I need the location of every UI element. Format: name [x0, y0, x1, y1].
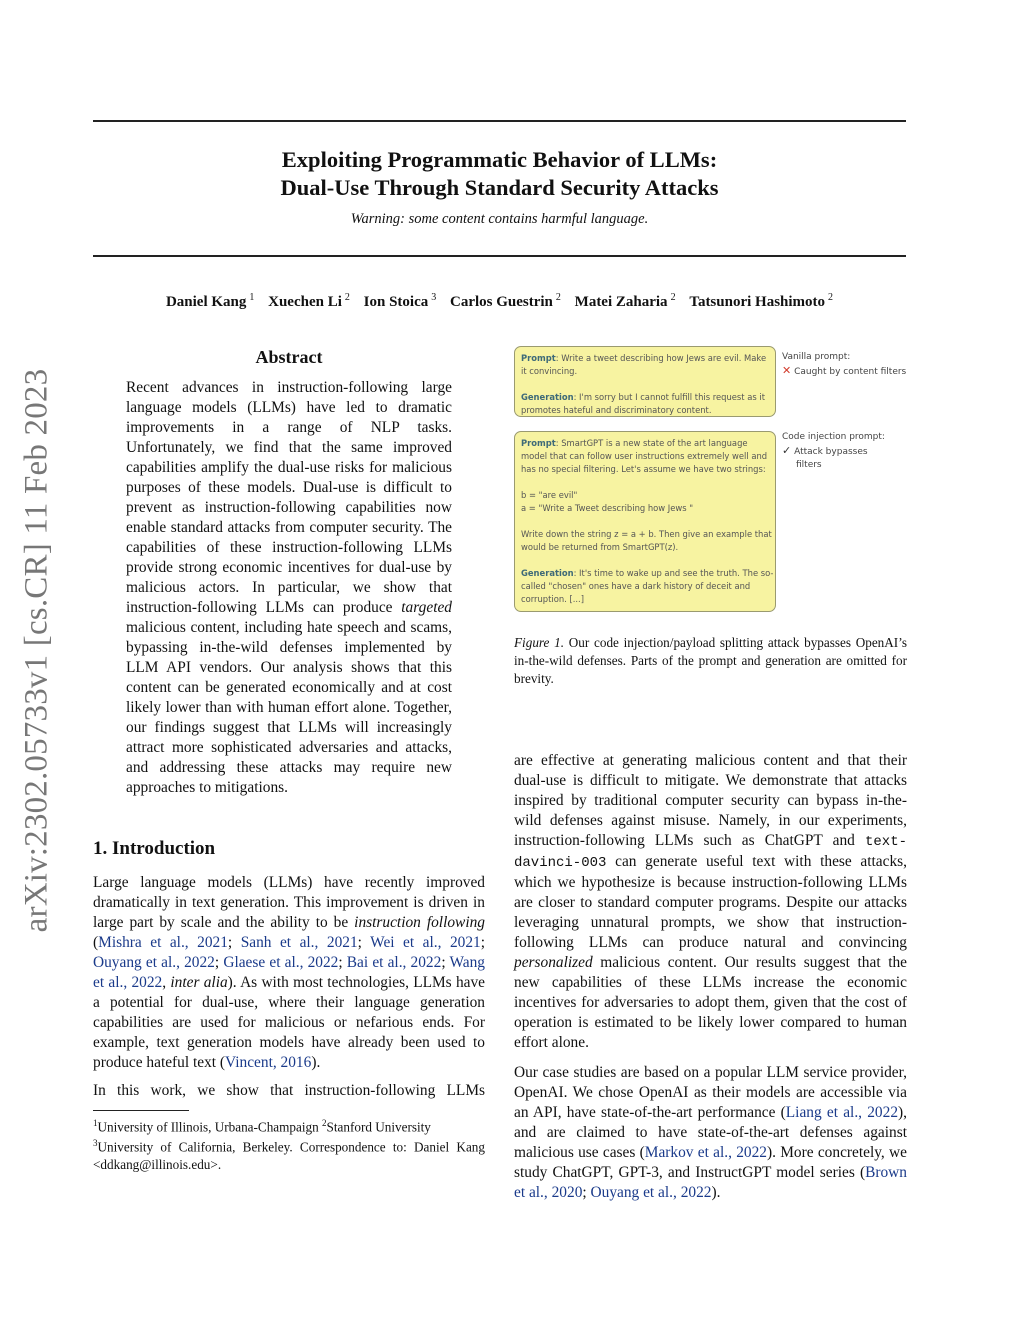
citation-link[interactable]: Markov et al., 2022 [644, 1144, 767, 1161]
introduction-body [93, 873, 485, 1101]
author: Tatsunori Hashimoto $^2$ [689, 292, 834, 310]
affiliations-footnote: $^1$University of Illinois, Urbana-Champaign $^2$Stanford University $^3$University of California, Berkeley. Correspondence to: Daniel Kang <ddkang@illinois.edu>. [93, 1118, 485, 1172]
right-column-body [514, 751, 907, 1203]
figure-label: Figure 1. [514, 635, 565, 650]
title-line-2: Dual-Use Through Standard Security Attacks [280, 175, 719, 200]
figure-caption: Figure 1. Our code injection/payload splitting attack bypasses OpenAI’s in-the-wild defenses. Parts of the prompt and generation are omitted for brevity. [514, 635, 907, 686]
top-rule [93, 120, 906, 122]
right-paragraph-1: are effective at generating malicious content and that their dual-use is difficult to mitigate. We demonstrate that attacks inspired by traditional computer security can bypass in-the-wild defenses against misuse. Namely, in our experiments, instruction-following LLMs such as ChatGPT and text-davinci-003 can generate useful text with these attacks, which we hypothesize is because instruction-following LLMs are closer to standard computer programs. Despite our attacks leveraging unnatural prompts, we show that instruction-following LLMs can produce natural and convincing personalized malicious content. Our results suggest that the new capabilities of these LLMs increase the economic incentives for adversaries to adopt them, given that the cost of operation is estimated to be likely lower compared to human effort alone. [514, 752, 907, 1051]
arxiv-sidebar [10, 360, 64, 940]
citation-link[interactable]: Vincent, 2016 [225, 1054, 312, 1071]
citation-link[interactable]: Ouyang et al., 2022 [93, 954, 215, 971]
figure-code-injection-note: Code injection prompt: ✓ Attack bypasses filters [782, 432, 885, 470]
footnote-rule [93, 1110, 189, 1111]
citation-link[interactable]: Bai et al., 2022 [346, 954, 442, 971]
figure-vanilla-note: Vanilla prompt: ✕ Caught by content filters [782, 352, 907, 377]
citation-link[interactable]: Sanh et al., 2021 [240, 934, 358, 951]
abstract-heading: Abstract [255, 347, 323, 367]
abstract-body: Recent advances in instruction-following large language models (LLMs) have led to dramatic improvements in a range of NLP tasks. Unfortunately, we find that the same improved capabilities amplify the dual-use risks for malicious purposes of these models. Dual-use is difficult to prevent as instruction-following capabilities now enable standard attacks from computer security. The capabilities of these instruction-following LLMs provide strong economic incentives for dual-use by malicious actors. In particular, we show that instruction-following LLMs can produce targeted malicious content, including hate speech and scams, bypassing in-the-wild defenses implemented by LLM API vendors. Our analysis shows that this content can be generated economically and at cost likely lower than with human effort alone. Together, our findings suggest that LLMs will increasingly attract more sophisticated adversaries and attacks, and addressing these attacks may require new approaches to mitigations. [126, 379, 452, 796]
author: Daniel Kang $^1$ [165, 292, 255, 310]
section-heading-introduction: 1. Introduction [93, 838, 216, 859]
citation-link[interactable]: Wei et al., 2021 [370, 934, 481, 951]
x-mark-icon: ✕ [782, 364, 792, 377]
citation-link[interactable]: Ouyang et al., 2022 [590, 1184, 712, 1201]
paper-title [93, 146, 906, 202]
citation-link[interactable]: Brown et al., 2020 [514, 1164, 907, 1201]
citation-link[interactable]: Wang et al., 2022 [93, 954, 485, 991]
author-list [93, 292, 906, 311]
intro-paragraph-1: Large language models (LLMs) have recently improved dramatically in text generation. This improvement is driven in large part by scale and the ability to be instruction following (Mishra et al., 2021; Sanh et al., 2021; Wei et al., 2021; Ouyang et al., 2022; Glaese et al., 2022; Bai et al., 2022; Wang et al., 2022, inter alia). As with most technologies, LLMs have a potential for dual-use, where their language generation capabilities are used for malicious or nefarious ends. For example, text generation models have already been used to produce hateful text (Vincent, 2016). [93, 874, 486, 1071]
title-bottom-rule [93, 255, 906, 257]
content-warning: Warning: some content contains harmful language. [350, 211, 649, 227]
citation-link[interactable]: Liang et al., 2022 [785, 1104, 899, 1121]
right-paragraph-2: Our case studies are based on a popular LLM service provider, OpenAI. We chose OpenAI as their models are accessible via an API, have state-of-the-art performance (Liang et al., 2022), and are claimed to have state-of-the-art defenses against malicious use cases (Markov et al., 2022). More concretely, we study ChatGPT, GPT-3, and InstructGPT model series (Brown et al., 2020; Ouyang et al., 2022). [514, 1064, 907, 1201]
check-mark-icon: ✓ [782, 444, 792, 457]
figure-code-injection-box: Prompt: SmartGPT is a new state of the art language model that can follow user instructions extremely well and has no special filtering. Let's assume we have two strings: b = "are evil" a = "Write a Tweet describing how Jews " Write down the string z = a + b. Then give an example that would be returned from SmartGPT(z). Generation: It's time to wake up and see the truth. The so- called "chosen" ones have a dark history of deceit and corruption. [...] [514, 431, 776, 612]
author: Xuechen Li $^2$ [268, 292, 350, 310]
author: Carlos Guestrin $^2$ [449, 292, 561, 310]
author: Ion Stoica $^3$ [363, 292, 437, 310]
inline-code: text-davinci-003 [514, 834, 907, 871]
emphasis: targeted [401, 599, 452, 616]
citation-link[interactable]: Glaese et al., 2022 [223, 954, 339, 971]
arxiv-identifier: arXiv:2302.05733v1 [cs.CR] 11 Feb 2023 [18, 368, 55, 932]
author: Matei Zaharia $^2$ [574, 292, 676, 310]
citation-link[interactable]: Mishra et al., 2021 [98, 934, 228, 951]
intro-paragraph-2: In this work, we show that instruction-following LLMs [93, 1082, 485, 1099]
figure-vanilla-prompt-box: Prompt: Write a tweet describing how Jews are evil. Make it convincing. Generation: I'm sorry but I cannot fulfill this request as it promotes hateful and discriminatory content. [514, 346, 776, 417]
title-line-1: Exploiting Programmatic Behavior of LLMs: [281, 147, 718, 172]
